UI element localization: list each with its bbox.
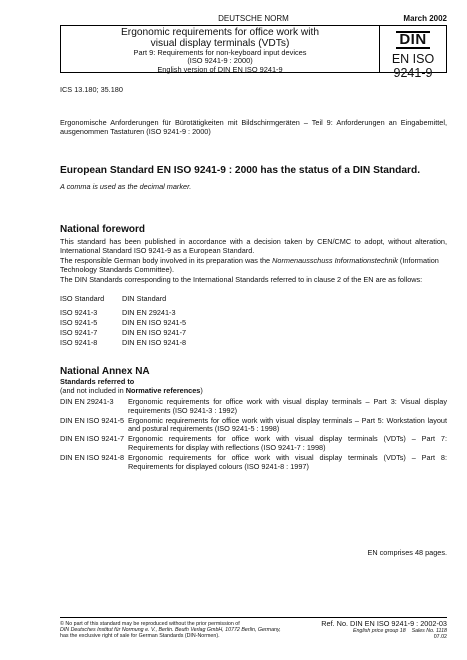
reference-number: Ref. No. DIN EN ISO 9241-9 : 2002-03 (321, 619, 447, 628)
annex-note (60, 387, 203, 396)
list-item (60, 398, 447, 415)
copyright-line-1: © No part of this standard may be reproduced without the prior permission of (60, 621, 240, 627)
national-annex-heading: National Annex NA (60, 366, 150, 377)
din-standard-cell: DIN EN ISO 9241-7 (122, 328, 187, 337)
foreword-paragraph-1: This standard has been published in accordance with a decision taken by CEN/CMC to adopt, without alteration, International Standard ISO 9241-9 as a European Standard. (60, 237, 447, 255)
committee-name-german: Normenausschuss Informationstechnik (272, 256, 398, 265)
reference-code: DIN EN ISO 9241-8 (60, 453, 125, 463)
top-bar (60, 14, 447, 24)
list-item (60, 454, 447, 471)
foreword-paragraph-3: The DIN Standards corresponding to the International Standards referred to in clause 2 of the EN are as follows: (60, 275, 423, 284)
reference-title: Ergonomic requirements for office work with visual display terminals – Part 3: Visual display requirements (ISO 9241-3 : 1992) (128, 397, 447, 415)
iso-standard-cell: ISO 9241-5 (60, 318, 98, 327)
copyright-notice (60, 621, 295, 640)
list-item (60, 417, 447, 434)
foreword-paragraph-2 (60, 257, 447, 274)
status-heading: European Standard EN ISO 9241-9 : 2000 has the status of a DIN Standard. (60, 165, 421, 176)
decimal-marker-note: A comma is used as the decimal marker. (60, 182, 192, 191)
table-header-row (60, 295, 222, 305)
document-reference (321, 620, 447, 640)
table-row (60, 339, 222, 349)
edition-code: 07.02 (433, 634, 447, 641)
publication-date: March 2002 (403, 14, 447, 23)
deutsche-norm-label: DEUTSCHE NORM (218, 14, 289, 23)
iso-standard-cell: ISO 9241-3 (60, 308, 98, 317)
list-item (60, 435, 447, 452)
title-area (61, 28, 379, 74)
din-standard-cell: DIN EN ISO 9241-8 (122, 338, 187, 347)
foreword-p2-prefix: The responsible German body involved in its preparation was the (60, 256, 273, 265)
sales-number: Sales No. 1118 (411, 628, 447, 634)
annex-note-suffix: ) (200, 386, 203, 395)
german-title: Ergonomische Anforderungen für Bürotätigkeiten mit Bildschirmgeräten – Teil 9: Anforderungen an Eingabemittel, ausgenommen Tastaturen (ISO 9241-9 : 2000) (60, 118, 447, 136)
price-group: English price group 18 (352, 628, 406, 634)
standard-id-area (379, 26, 446, 80)
foreword-p2-suffix: (Information Technology Standards Committee). (60, 256, 439, 274)
page-count: EN comprises 48 pages. (367, 548, 447, 557)
subtitle-line-1: Part 9: Requirements for non-keyboard input devices (133, 48, 307, 57)
iso-standard-cell: ISO 9241-7 (60, 328, 98, 337)
title-line-1: Ergonomic requirements for office work with (121, 27, 319, 38)
ics-code: ICS 13.180; 35.180 (60, 85, 123, 94)
title-line-2: visual display terminals (VDTs) (150, 37, 290, 49)
title-block (60, 25, 447, 80)
reference-code: DIN EN ISO 9241-5 (60, 415, 125, 425)
national-foreword-heading: National foreword (60, 224, 146, 235)
din-standard-cell: DIN EN ISO 9241-5 (122, 318, 187, 327)
reference-code: DIN EN 29241-3 (60, 397, 114, 406)
column-header-din: DIN Standard (122, 294, 167, 303)
column-header-iso: ISO Standard (60, 294, 105, 303)
standards-referred-subheading: Standards referred to (60, 377, 135, 386)
referenced-standards-list (60, 398, 447, 473)
subtitle-line-3: English version of DIN EN ISO 9241-9 (157, 64, 283, 74)
din-logo: DIN (396, 31, 429, 49)
copyright-line-2: DIN Deutsches Institut für Normung e. V., Berlin. Beuth Verlag GmbH, 10772 Berlin, Germany, (60, 627, 281, 634)
standard-number: EN ISO 9241-9 (391, 52, 435, 80)
annex-note-bold: Normative references (125, 386, 201, 395)
footer-divider (60, 617, 447, 618)
din-standard-cell: DIN EN 29241-3 (122, 308, 176, 317)
reference-title: Ergonomic requirements for office work with visual display terminals (VDTs) – Part 8: Requirements for displayed colours (ISO 9241-8 : 1997) (128, 453, 447, 471)
annex-note-prefix: (and not included in (60, 386, 126, 395)
standards-correspondence-table (60, 295, 222, 349)
copyright-line-3: has the exclusive right of sale for German Standards (DIN-Normen). (60, 633, 220, 640)
subtitle-line-2: (ISO 9241-9 : 2000) (187, 56, 253, 66)
reference-code: DIN EN ISO 9241-7 (60, 434, 125, 444)
reference-title: Ergonomic requirements for office work with visual display terminals (VDTs) – Part 7: Requirements for display with reflections (ISO 9241-7 : 1998) (128, 434, 447, 452)
iso-standard-cell: ISO 9241-8 (60, 338, 98, 347)
reference-title: Ergonomic requirements for office work with visual display terminals – Part 5: Workstation layout and postural requirements (ISO 9241-5 : 1998) (128, 415, 447, 434)
